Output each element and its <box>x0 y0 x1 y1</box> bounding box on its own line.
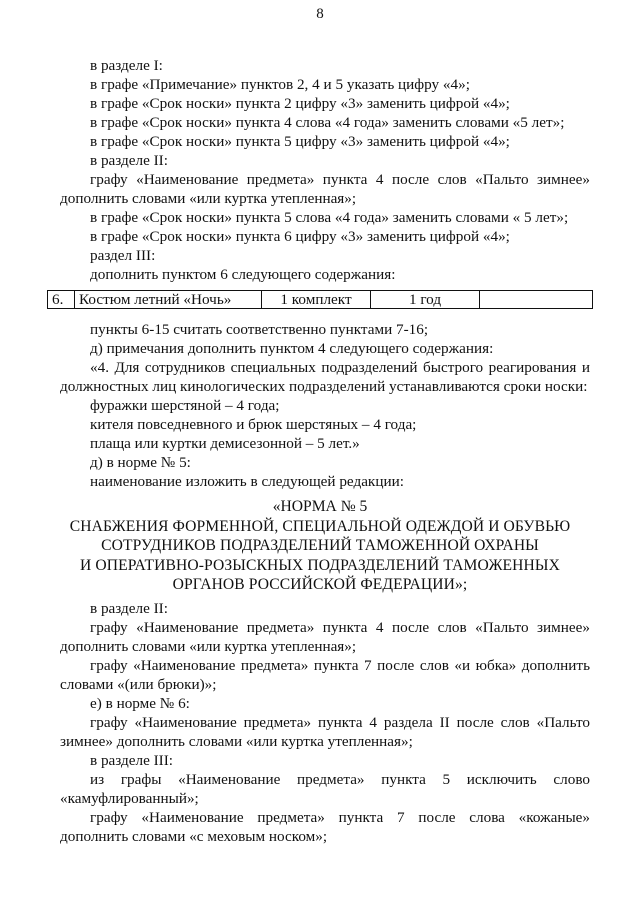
page-number: 8 <box>316 6 324 22</box>
text-line: в графе «Примечание» пунктов 2, 4 и 5 указать цифру «4»; <box>90 76 470 93</box>
paragraph-first-line: графу «Наименование предмета» пункта 7 после слова «кожаные» <box>90 809 590 826</box>
text-line: пункты 6-15 считать соответственно пунктами 7-16; <box>90 321 429 338</box>
table-cell-note <box>480 291 593 309</box>
table-cell-quantity: 1 комплект <box>262 291 371 309</box>
text-line: наименование изложить в следующей редакции: <box>90 473 404 490</box>
heading-line: ОРГАНОВ РОССИЙСКОЙ ФЕДЕРАЦИИ»; <box>172 576 468 593</box>
text-line: раздел III: <box>90 247 156 264</box>
text-line: фуражки шерстяной – 4 года; <box>90 397 280 414</box>
paragraph-line: словами «(или брюки)»; <box>60 676 217 693</box>
paragraph-line: «камуфлированный»; <box>60 790 199 807</box>
heading-title: «НОРМА № 5 <box>272 498 368 515</box>
paragraph-first-line: «4. Для сотрудников специальных подразделений быстрого реагирования и <box>90 359 590 376</box>
paragraph-line: дополнить словами «или куртка утепленная»; <box>60 190 357 207</box>
table-cell-term: 1 год <box>371 291 480 309</box>
text-line: д) примечания дополнить пунктом 4 следующего содержания: <box>90 340 494 357</box>
paragraph-line: должностных лиц кинологических подразделений устанавливаются сроки носки: <box>60 378 588 395</box>
text-line: д) в норме № 5: <box>90 454 191 471</box>
paragraph-first-line: из графы «Наименование предмета» пункта 5 исключить слово <box>90 771 590 788</box>
insert-table <box>47 290 593 309</box>
paragraph-first-line: графу «Наименование предмета» пункта 7 после слов «и юбка» дополнить <box>90 657 590 674</box>
text-line: в разделе III: <box>90 752 174 769</box>
amendments-block-1 <box>60 56 590 284</box>
text-line: плаща или куртки демисезонной – 5 лет.» <box>90 435 360 452</box>
text-line: в разделе I: <box>90 57 163 74</box>
paragraph-line: дополнить словами «или куртка утепленная»; <box>60 638 357 655</box>
table-row <box>48 291 593 309</box>
heading-line: И ОПЕРАТИВНО-РОЗЫСКНЫХ ПОДРАЗДЕЛЕНИЙ ТАМОЖЕННЫХ <box>80 556 560 574</box>
text-line: в разделе II: <box>90 600 168 617</box>
table-cell-item: Костюм летний «Ночь» <box>75 291 262 309</box>
paragraph-line: зимнее» дополнить словами «или куртка утепленная»; <box>60 733 413 750</box>
norm-heading <box>0 497 640 595</box>
text-line: дополнить пунктом 6 следующего содержания: <box>90 266 396 283</box>
table-cell-number: 6. <box>48 291 75 309</box>
amendments-block-2 <box>60 320 590 491</box>
text-line: в графе «Срок носки» пункта 6 цифру «3» заменить цифрой «4»; <box>90 228 510 245</box>
heading-line: СНАБЖЕНИЯ ФОРМЕННОЙ, СПЕЦИАЛЬНОЙ ОДЕЖДОЙ И ОБУВЬЮ <box>69 517 571 535</box>
paragraph-first-line: графу «Наименование предмета» пункта 4 после слов «Пальто зимнее» <box>90 619 590 636</box>
text-line: в графе «Срок носки» пункта 2 цифру «3» заменить цифрой «4»; <box>90 95 510 112</box>
text-line: в графе «Срок носки» пункта 5 слова «4 года» заменить словами « 5 лет»; <box>90 209 569 226</box>
text-line: в графе «Срок носки» пункта 5 цифру «3» заменить цифрой «4»; <box>90 133 510 150</box>
paragraph-first-line: графу «Наименование предмета» пункта 4 раздела II после слов «Пальто <box>90 714 590 731</box>
text-line: кителя повседневного и брюк шерстяных – 4 года; <box>90 416 417 433</box>
amendments-block-3 <box>60 599 590 846</box>
paragraph-first-line: графу «Наименование предмета» пункта 4 после слов «Пальто зимнее» <box>90 171 590 188</box>
heading-line: СОТРУДНИКОВ ПОДРАЗДЕЛЕНИЙ ТАМОЖЕННОЙ ОХРАНЫ <box>101 537 539 554</box>
text-line: в графе «Срок носки» пункта 4 слова «4 года» заменить словами «5 лет»; <box>90 114 565 131</box>
text-line: е) в норме № 6: <box>90 695 190 712</box>
text-line: в разделе II: <box>90 152 168 169</box>
paragraph-line: дополнить словами «с меховым носком»; <box>60 828 328 845</box>
